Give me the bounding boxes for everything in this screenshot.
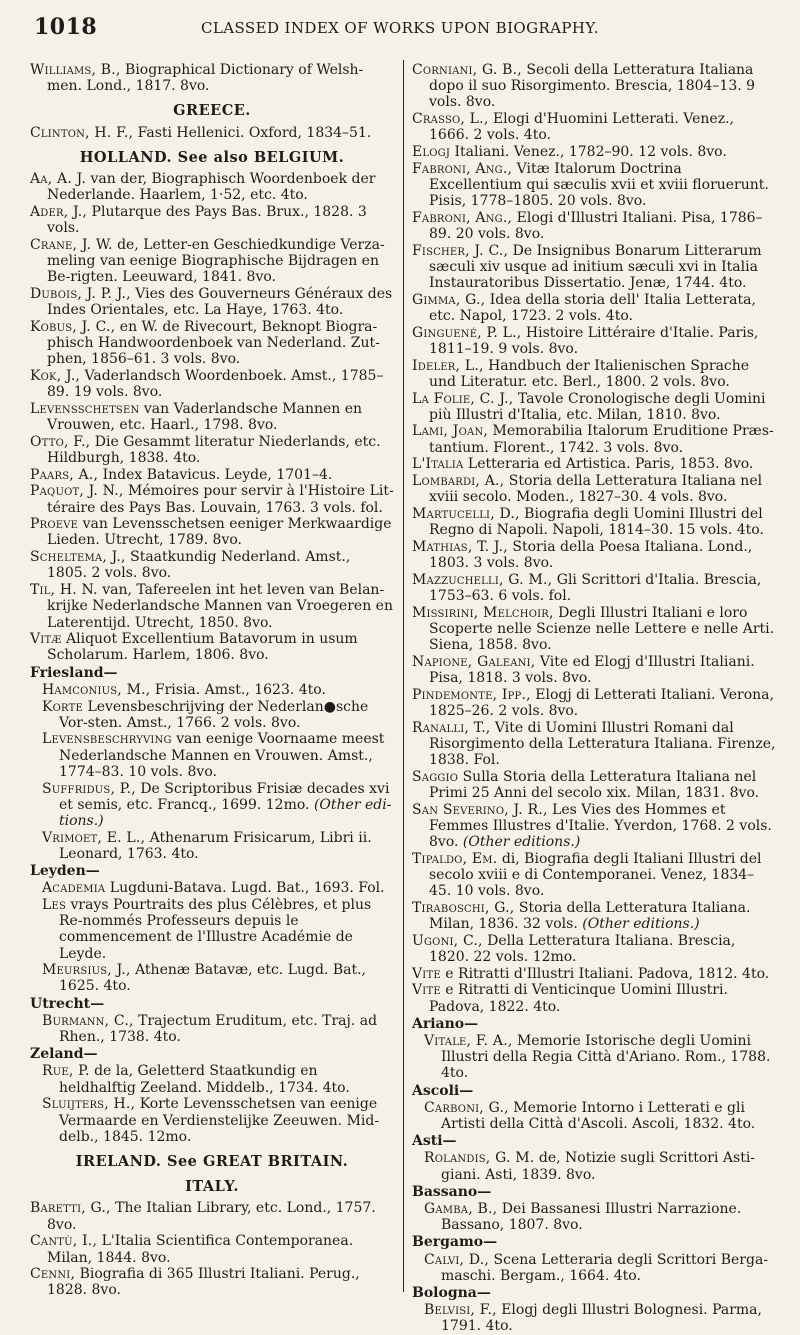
entry-author: Proeve xyxy=(30,516,79,533)
entry-author: Corniani, G. B., xyxy=(412,62,522,78)
index-entry xyxy=(30,319,394,368)
index-entry xyxy=(30,125,394,141)
entry-author: Les xyxy=(42,896,67,913)
entry-text: Della Letteratura Italiana. Brescia, 1820. 22 vols. 12mo. xyxy=(429,932,736,965)
entry-author: Clinton, H. F., xyxy=(30,124,134,141)
entry-text: Levensbeschrijving der Nederlan●sche Vor-sten. Amst., 1766. 2 vols. 8vo. xyxy=(59,698,369,731)
entry-author: Saggio xyxy=(412,768,459,785)
entry-author: Paquot, J. N., xyxy=(30,483,124,500)
entry-text: Elogj degli Illustri Bolognesi. Parma, 1791. 4to. xyxy=(441,1302,762,1335)
section-heading: ITALY. xyxy=(185,1178,239,1196)
index-entry xyxy=(30,237,394,286)
entry-text: van eenige Voornaame meest Nederlandsche Mannen en Vrouwen. Amst., 1774–83. 10 vols. 8vo. xyxy=(59,731,385,780)
index-entry xyxy=(412,423,776,455)
entry-author: Ugoni, C., xyxy=(412,932,483,949)
entry-author: Ginguené, P. L., xyxy=(412,324,522,341)
entry-text: The Italian Library, etc. Lond., 1757. 8vo. xyxy=(47,1200,376,1233)
entry-author: Mazzuchelli, G. M., xyxy=(412,571,553,588)
index-entry xyxy=(30,401,394,433)
entry-text: Memorie Intorno i Letterati e gli Artisti della Città d'Ascoli. Ascoli, 1832. 4to. xyxy=(441,1099,756,1132)
entry-text: Elogi d'Illustri Italiani. Pisa, 1786–89. 20 vols. 8vo. xyxy=(429,209,763,243)
index-entry xyxy=(424,1100,776,1132)
entry-text: van, Tafereelen int het leven van Belan-krijke Nederlandsche Mannen van Vroegeren en Laterentijd. Utrecht, 1850. 8vo. xyxy=(47,582,393,631)
index-entry xyxy=(42,1013,394,1045)
index-entry xyxy=(424,1150,776,1182)
index-entry xyxy=(42,699,394,731)
entry-text: Degli Illustri Italiani e loro Scoperte nelle Scienze nelle Lettere e nelle Arti. Siena, 1858. 8vo. xyxy=(429,604,775,654)
index-entry xyxy=(412,900,776,932)
entry-text: Biographical Dictionary of Welsh-men. Lond., 1817. 8vo. xyxy=(47,62,364,95)
index-entry xyxy=(424,1302,776,1334)
entry-author: Tiraboschi, G., xyxy=(412,899,515,916)
entry-text: Aliquot Excellentium Batavorum in usum Scholarum. Harlem, 1806. 8vo. xyxy=(47,631,358,664)
index-entry xyxy=(42,897,394,962)
index-entry xyxy=(30,368,394,400)
entry-author: Aa, A. J. xyxy=(30,171,87,188)
entry-text: de la, Geletterd Staatkundig en heldhalftig Zeeland. Middelb., 1734. 4to. xyxy=(59,1063,350,1096)
entry-text: Lugduni-Batava. Lugd. Bat., 1693. Fol. xyxy=(109,880,385,897)
index-entry xyxy=(412,851,776,900)
entry-text: Athenarum Frisicarum, Libri ii. Leonard, 1763. 4to. xyxy=(59,829,372,862)
entry-text: van der, Biographisch Woordenboek der Nederlande. Haarlem, 1·52, etc. 4to. xyxy=(47,171,376,204)
entry-text: Biografia di 365 Illustri Italiani. Perug., 1828. 8vo. xyxy=(47,1266,360,1299)
index-entry xyxy=(412,111,776,143)
entry-author: Mathias, T. J., xyxy=(412,538,508,555)
entry-author: Vite xyxy=(412,982,441,999)
entry-author: Korte xyxy=(42,698,83,715)
entry-author: Levensbeschryving xyxy=(42,731,172,748)
entry-author: Academia xyxy=(42,880,106,897)
index-entry xyxy=(412,572,776,604)
entry-author: Calvi, D., xyxy=(424,1251,490,1268)
entry-text: Histoire Littéraire d'Italie. Paris, 1811–19. 9 vols. 8vo. xyxy=(429,324,759,357)
entry-text: Memorabilia Italorum Eruditione Præs-tantium. Florent., 1742. 3 vols. 8vo. xyxy=(429,423,774,456)
entry-author: Levensschetsen xyxy=(30,400,140,417)
left-column xyxy=(30,62,394,1299)
index-entry xyxy=(412,62,776,111)
entry-author: San Severino, J. R., xyxy=(412,801,548,818)
index-entry xyxy=(30,204,394,236)
entry-text: Frisia. Amst., 1623. 4to. xyxy=(154,681,326,698)
entry-author: Cantù, I., xyxy=(30,1233,98,1250)
subsection-heading: Asti— xyxy=(412,1133,457,1150)
entry-author: Paars, A., xyxy=(30,466,99,483)
entry-author: Baretti, G., xyxy=(30,1200,111,1217)
entry-author: Carboni, G., xyxy=(424,1099,509,1116)
entry-note: (Other editions.) xyxy=(462,834,581,851)
index-entry xyxy=(412,243,776,292)
index-entry xyxy=(30,1233,394,1265)
section-heading: HOLLAND. See also BELGIUM. xyxy=(79,148,345,166)
index-entry xyxy=(412,769,776,801)
index-entry xyxy=(412,966,776,982)
index-entry xyxy=(30,1266,394,1298)
index-entry xyxy=(30,286,394,318)
index-entry xyxy=(30,467,394,483)
entry-text: Idea della storia dell' Italia Letterata, etc. Napol, 1723. 2 vols. 4to. xyxy=(429,291,756,325)
index-entry xyxy=(42,880,394,896)
entry-text: Gli Scrittori d'Italia. Brescia, 1753–63. 6 vols. fol. xyxy=(429,571,762,604)
entry-text: Storia della Letteratura Italiana. Milan, 1836. 32 vols. xyxy=(429,899,751,933)
index-entry xyxy=(412,358,776,390)
index-entry xyxy=(412,144,776,160)
index-entry xyxy=(30,62,394,94)
running-title: CLASSED INDEX OF WORKS UPON BIOGRAPHY. xyxy=(201,19,599,37)
entry-author: Ranalli, T., xyxy=(412,719,491,736)
entry-text: vrays Pourtraits des plus Célèbres, et plus Re-nommés Professeurs depuis le commencement de l'Illustre Académie de Leyde. xyxy=(59,896,372,962)
entry-author: Vitale, F. A., xyxy=(424,1032,513,1049)
entry-text: en W. de Rivecourt, Beknopt Biogra-phisch Handwoordenboek van Nederland. Zut-phen, 1856–61. 3 vols. 8vo. xyxy=(47,318,380,368)
index-entry xyxy=(412,292,776,324)
entry-text: de, Notizie sugli Scrittori Asti-giani. Asti, 1839. 8vo. xyxy=(441,1150,756,1183)
entry-author: Lombardi, A., xyxy=(412,473,505,490)
index-entry xyxy=(424,1033,776,1082)
entry-author: Ideler, L., xyxy=(412,357,484,374)
index-entry xyxy=(30,631,394,663)
entry-author: Cenni, xyxy=(30,1266,76,1283)
entry-text: Korte Levensschetsen van eenige Vermaarde en Verdienstelijke Zeeuwen. Mid-delb., 1845. 12mo. xyxy=(59,1096,380,1145)
index-entry xyxy=(30,483,394,515)
entry-author: Fischer, J. C., xyxy=(412,242,509,259)
index-entry xyxy=(42,781,394,830)
entry-author: L'Italia xyxy=(412,456,464,473)
index-entry xyxy=(30,434,394,466)
entry-text: Index Batavicus. Leyde, 1701–4. xyxy=(102,466,333,483)
entry-text: Tavole Cronologische degli Uomini più Illustri d'Italia, etc. Milan, 1810. 8vo. xyxy=(429,390,766,423)
entry-text: Italiani. Venez., 1782–90. 12 vols. 8vo. xyxy=(454,144,727,161)
entry-author: Crasso, L., xyxy=(412,111,489,128)
subsection-heading: Friesland— xyxy=(30,664,118,681)
entry-author: Sluijters, H., xyxy=(42,1096,136,1113)
page-header xyxy=(0,0,800,52)
entry-text: Vite ed Elogj d'Illustri Italiani. Pisa, 1818. 3 vols. 8vo. xyxy=(429,653,755,687)
entry-author: Burmann, C., xyxy=(42,1012,134,1029)
entry-text: Staatkundig Nederland. Amst., 1805. 2 vols. 8vo. xyxy=(47,549,351,582)
index-entry xyxy=(42,830,394,862)
entry-text: Les Vies des Hommes et Femmes Illustres d'Italie. Yverdon, 1768. 2 vols. 8vo. xyxy=(429,801,772,851)
index-entry xyxy=(412,539,776,571)
subsection-heading: Ariano— xyxy=(412,1015,479,1032)
entry-author: Otto, F., xyxy=(30,433,91,450)
entry-text: Handbuch der Italienischen Sprache und Literatur. etc. Berl., 1800. 2 vols. 8vo. xyxy=(429,357,750,390)
index-entry xyxy=(30,1200,394,1232)
index-entry xyxy=(412,473,776,505)
index-entry xyxy=(30,549,394,581)
index-entry xyxy=(424,1201,776,1233)
entry-author: Tipaldo, Em. xyxy=(412,850,498,867)
entry-text: Scena Letteraria degli Scrittori Berga-maschi. Bergam., 1664. 4to. xyxy=(441,1251,769,1284)
entry-text: Memorie Istorische degli Uomini Illustri della Regia Città d'Ariano. Rom., 1788. 4to. xyxy=(441,1032,771,1082)
entry-text: Trajectum Eruditum, etc. Traj. ad Rhen., 1738. 4to. xyxy=(59,1012,378,1046)
index-entry xyxy=(412,161,776,210)
subsection-heading: Bassano— xyxy=(412,1183,492,1200)
column-divider xyxy=(403,60,404,1292)
entry-text: di, Biografia degli Italiani Illustri del secolo xviii e di Contemporanei. Venez, 1834–45. 10 vols. 8vo. xyxy=(429,850,762,900)
subsection-heading: Utrecht— xyxy=(30,995,105,1012)
index-entry xyxy=(30,582,394,631)
entry-author: Rolandis, G. M. xyxy=(424,1150,535,1167)
entry-text: Vitæ Italorum Doctrina Excellentium qui sæculis xvii et xviii floruerunt. Pisis, 1778–1805. 20 vols. 8vo. xyxy=(429,160,769,210)
entry-author: Belvisi, F., xyxy=(424,1302,497,1319)
index-entry xyxy=(412,325,776,357)
entry-author: Gimma, G., xyxy=(412,291,486,308)
subsection-heading: Bergamo— xyxy=(412,1234,498,1251)
entry-author: Lami, Joan, xyxy=(412,423,489,440)
entry-author: Rue, P. xyxy=(42,1063,90,1080)
entry-author: Fabroni, Ang., xyxy=(412,160,513,177)
entry-author: Scheltema, J., xyxy=(30,549,126,566)
entry-author: Martucelli, D., xyxy=(412,505,520,522)
index-entry xyxy=(412,982,776,1014)
subsection-heading: Ascoli— xyxy=(412,1082,474,1099)
entry-text: Vies des Gouverneurs Généraux des Indes Orientales, etc. La Haye, 1763. 4to. xyxy=(47,285,393,319)
entry-text: e Ritratti d'Illustri Italiani. Padova, 1812. 4to. xyxy=(445,965,770,982)
index-entry xyxy=(412,720,776,769)
entry-author: Williams, B., xyxy=(30,62,121,78)
entry-author: Fabroni, Ang., xyxy=(412,209,513,226)
entry-author: Hamconius, M., xyxy=(42,681,151,698)
entry-text: Athenæ Batavæ, etc. Lugd. Bat., 1625. 4to. xyxy=(59,962,367,995)
index-entry xyxy=(412,210,776,242)
section-heading: IRELAND. See GREAT BRITAIN. xyxy=(75,1153,349,1170)
entry-text: De Insignibus Bonarum Litterarum sæculi xiv usque ad initium sæculi xvi in Italia Instauratoribus Dissertatio. Jenæ, 1744. 4to. xyxy=(429,242,762,292)
index-entry xyxy=(42,731,394,780)
subsection-heading: Leyden— xyxy=(30,863,100,880)
entry-author: Pindemonte, Ipp., xyxy=(412,686,531,703)
entry-note: (Other edi-tions.) xyxy=(59,796,392,829)
index-entry xyxy=(30,516,394,548)
entry-text: Letteraria ed Artistica. Paris, 1853. 8vo. xyxy=(467,456,754,473)
entry-author: Napione, Galeani, xyxy=(412,653,536,670)
entry-text: Fasti Hellenici. Oxford, 1834–51. xyxy=(137,124,372,141)
entry-text: Die Gesammt literatur Niederlands, etc. Hildburgh, 1838. 4to. xyxy=(47,433,381,466)
entry-author: Suffridus, P., xyxy=(42,780,136,797)
entry-author: La Folie, C. J., xyxy=(412,390,514,407)
index-entry xyxy=(412,605,776,654)
entry-text: Sulla Storia della Letteratura Italiana nel Primi 25 Anni del secolo xix. Milan, 1831. 8vo. xyxy=(429,768,760,801)
entry-text: Storia della Poesa Italiana. Lond., 1803. 3 vols. 8vo. xyxy=(429,538,753,572)
index-entry xyxy=(412,456,776,472)
entry-text: Dei Bassanesi Illustri Narrazione. Bassano, 1807. 8vo. xyxy=(441,1201,742,1234)
index-entry xyxy=(412,506,776,538)
index-entry xyxy=(412,391,776,423)
index-entry xyxy=(42,682,394,698)
entry-text: Elogj di Letterati Italiani. Verona, 1825–26. 2 vols. 8vo. xyxy=(429,686,774,719)
index-entry xyxy=(42,1063,394,1095)
entry-author: Vitæ xyxy=(30,631,62,648)
subsection-heading: Zeland— xyxy=(30,1046,98,1063)
index-entry xyxy=(412,933,776,965)
entry-note: (Other editions.) xyxy=(582,916,700,933)
entry-text: Secoli della Letteratura Italiana dopo il suo Risorgimento. Brescia, 1804–13. 9 vols. 8vo. xyxy=(429,62,756,111)
index-entry xyxy=(424,1252,776,1284)
entry-text: Storia della Letteratura Italiana nel xviii secolo. Moden., 1827–30. 4 vols. 8vo. xyxy=(429,473,763,506)
index-entry xyxy=(412,687,776,719)
section-heading: GREECE. xyxy=(173,102,251,120)
index-entry xyxy=(412,654,776,686)
entry-author: Kok, J., xyxy=(30,367,81,384)
page-number: 1018 xyxy=(34,14,98,40)
index-entry xyxy=(42,1096,394,1145)
entry-text: Vaderlandsch Woordenboek. Amst., 1785–89. 19 vols. 8vo. xyxy=(47,367,384,401)
entry-author: Kobus, J. C., xyxy=(30,318,116,335)
entry-text: De Scriptoribus Frisiæ decades xvi et semis, etc. Francq., 1699. 12mo. xyxy=(59,780,390,813)
index-entry xyxy=(30,171,394,203)
index-entry xyxy=(412,802,776,851)
entry-author: Dubois, J. P. J., xyxy=(30,285,131,302)
entry-text: Elogi d'Huomini Letterati. Venez., 1666. 2 vols. 4to. xyxy=(429,111,734,144)
entry-text: Biografia degli Uomini Illustri del Regno di Napoli. Napoli, 1814–30. 15 vols. 4to. xyxy=(429,505,764,539)
entry-text: Plutarque des Pays Bas. Brux., 1828. 3 vols. xyxy=(47,203,367,237)
entry-author: Til, H. N. xyxy=(30,582,98,599)
entry-text: L'Italia Scientifica Contemporanea. Milan, 1844. 8vo. xyxy=(47,1233,354,1266)
entry-author: Meursius, J., xyxy=(42,962,131,979)
entry-text: e Ritratti di Venticinque Uomini Illustri. Padova, 1822. 4to. xyxy=(429,982,728,1015)
entry-text: de, Letter-en Geschiedkundige Verza-meling van eenige Biographische Bijdragen en Be-rigten. Leeuward, 1841. 8vo. xyxy=(47,236,385,286)
entry-author: Elogj xyxy=(412,144,451,161)
entry-author: Missirini, Melchoir, xyxy=(412,604,554,621)
entry-text: Mémoires pour servir à l'Histoire Lit-téraire des Pays Bas. Louvain, 1763. 3 vols. fol. xyxy=(47,483,394,516)
entry-author: Ader, J., xyxy=(30,203,88,220)
right-column xyxy=(412,62,776,1335)
entry-author: Gamba, B., xyxy=(424,1201,498,1218)
entry-author: Vite xyxy=(412,965,441,982)
entry-text: van Vaderlandsche Mannen en Vrouwen, etc. Haarl., 1798. 8vo. xyxy=(47,400,363,434)
entry-author: Vrimoet, E. L., xyxy=(42,829,146,846)
index-entry xyxy=(42,962,394,994)
entry-text: Vite di Uomini Illustri Romani dal Risorgimento della Letteratura Italiana. Firenze, 1838. Fol. xyxy=(429,719,776,769)
subsection-heading: Bologna— xyxy=(412,1285,491,1302)
entry-author: Crane, J. W. xyxy=(30,236,113,253)
entry-text: van Levensschetsen eeniger Merkwaardige Lieden. Utrecht, 1789. 8vo. xyxy=(47,516,392,549)
